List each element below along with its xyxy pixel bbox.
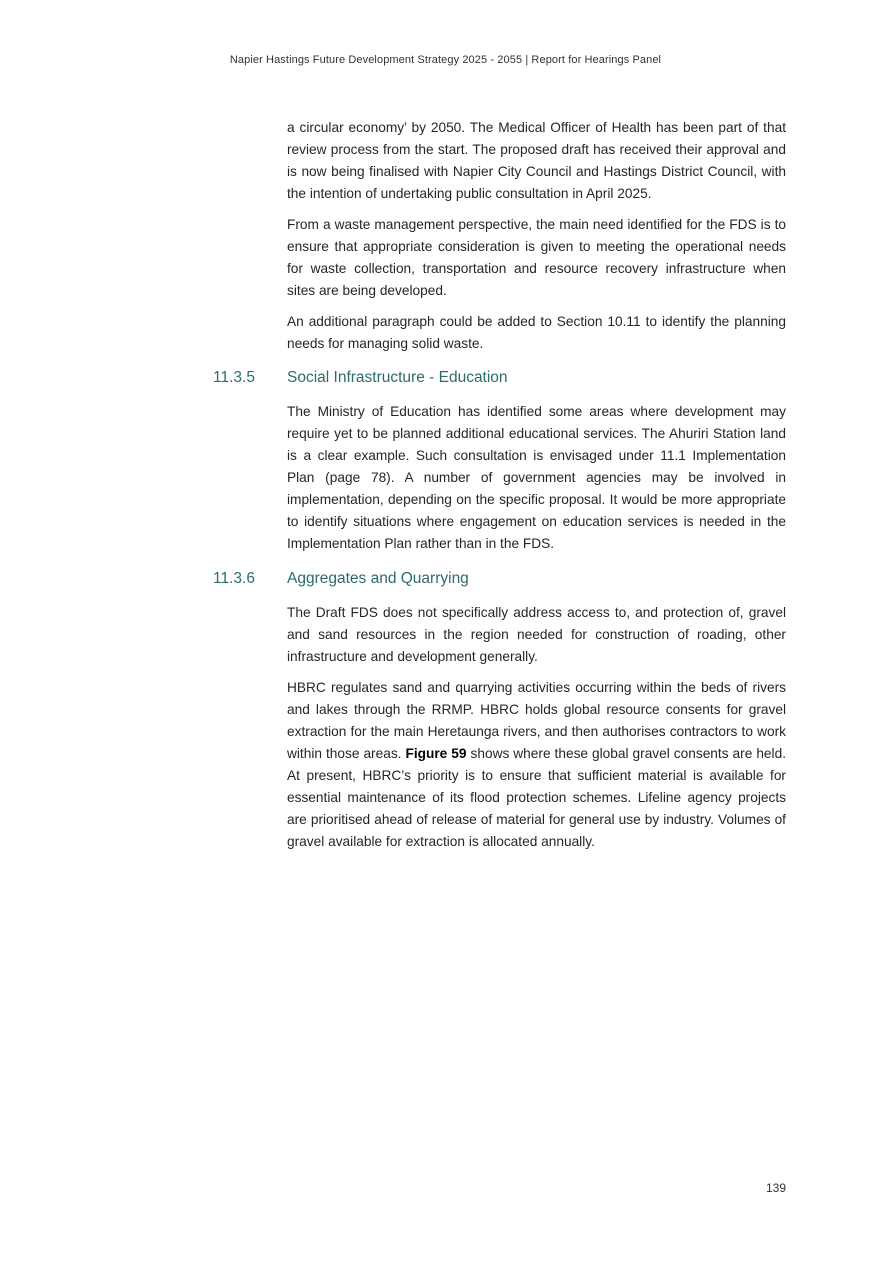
paragraph-text: shows where these global gravel consents are held. At present, HBRC’s priority is to ensure that sufficient material is available for essential maintenance of its flood protection schemes. Lifeline agency projects are prioritised ahead of release of material for general use by industry. Volumes of gravel available for extraction is allocated annually. <box>287 746 786 849</box>
page-number: 139 <box>765 1181 786 1195</box>
section-number: 11.3.6 <box>213 570 255 587</box>
paragraph-additional-section: An additional paragraph could be added to Section 10.11 to identify the planning needs for managing solid waste. <box>287 314 786 351</box>
section-title: Aggregates and Quarrying <box>287 570 469 587</box>
section-number: 11.3.5 <box>213 369 255 386</box>
paragraph-text: HBRC regulates sand and quarrying activities occurring within the beds of rivers and lakes through the RRMP. HBRC holds global resource consents for gravel extraction for the main Heretaunga rivers, and then authorises contractors to work within those areas. <box>287 680 786 761</box>
paragraph-circular-economy: a circular economy’ by 2050. The Medical Officer of Health has been part of that review process from the start. The proposed draft has received their approval and is now being finalised with Napier City Council and Hastings District Council, with the intention of undertaking public consultation in April 2025. <box>287 120 786 201</box>
paragraph-education: The Ministry of Education has identified some areas where development may require yet to be planned additional educational services. The Ahuriri Station land is a clear example. Such consultation is envisaged under 11.1 Implementation Plan (page 78). A number of government agencies may be involved in implementation, depending on the specific proposal. It would be more appropriate to identify situations where engagement on education services is needed in the Implementation Plan rather than in the FDS. <box>287 404 786 551</box>
paragraph-hbrc-regulation <box>287 677 786 853</box>
section-title: Social Infrastructure - Education <box>287 369 508 386</box>
paragraph-waste-management: From a waste management perspective, the main need identified for the FDS is to ensure that appropriate consideration is given to meeting the operational needs for waste collection, transportation and resource recovery infrastructure when sites are being developed. <box>287 217 786 298</box>
running-header: Napier Hastings Future Development Strategy 2025 - 2055 | Report for Hearings Panel <box>229 54 662 66</box>
paragraph-gravel-resources: The Draft FDS does not specifically address access to, and protection of, gravel and sand resources in the region needed for construction of roading, other infrastructure and development generally. <box>287 605 786 664</box>
figure-reference-link[interactable]: Figure 59 <box>405 746 467 761</box>
